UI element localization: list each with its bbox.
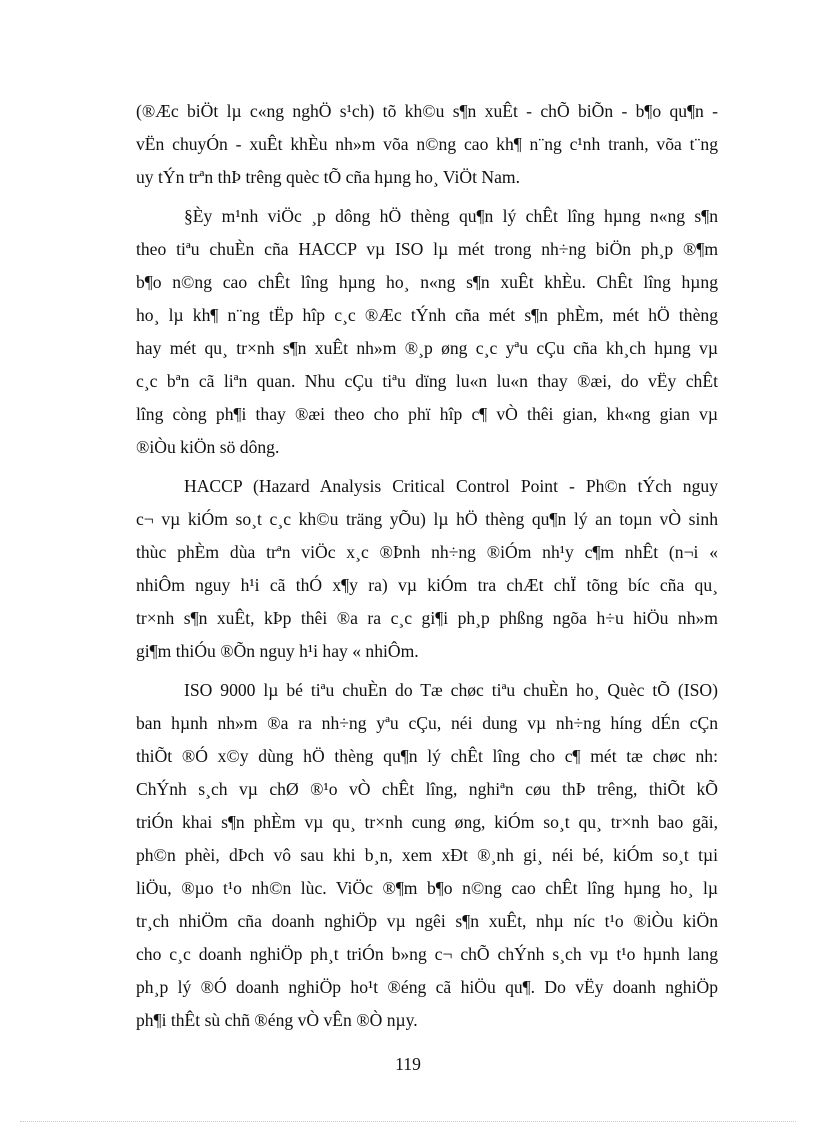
paragraph-4 [136, 674, 718, 1037]
text-line: c¬ vµ kiÓm so¸t c¸c kh©u träng yÕu) lµ hÖ thèng qu¶n lý an toµn vÒ sinh [136, 509, 718, 529]
text-line: liÖu, ®µo t¹o nh©n lùc. ViÖc ®¶m b¶o n©ng cao chÊt lîng hµng ho¸ lµ [136, 878, 718, 898]
paragraph-1 [136, 95, 718, 194]
body-text [136, 95, 718, 1043]
text-line: ban hµnh nh»m ®a ra nh÷ng yªu cÇu, néi dung vµ nh÷ng híng dÉn cÇn [136, 713, 718, 733]
text-line: ChÝnh s¸ch vµ chØ ®¹o vÒ chÊt lîng, nghiªn cøu thÞ trêng, thiÕt kÕ [136, 779, 718, 799]
text-line: ph©n phèi, dÞch vô sau khi b¸n, xem xÐt ®¸nh gi¸ néi bé, kiÓm so¸t tµi [136, 845, 718, 865]
text-line: cho c¸c doanh nghiÖp ph¸t triÓn b»ng c¬ chÕ chÝnh s¸ch vµ t¹o hµnh lang [136, 944, 718, 964]
text-line: tr×nh s¶n xuÊt, kÞp thêi ®a ra c¸c gi¶i ph¸p phßng ngõa h÷u hiÖu nh»m [136, 608, 718, 628]
text-line: §Èy m¹nh viÖc ¸p dông hÖ thèng qu¶n lý chÊt lîng hµng n«ng s¶n [184, 206, 718, 226]
text-line: uy tÝn trªn thÞ trêng quèc tÕ cña hµng ho¸ ViÖt Nam. [136, 167, 520, 187]
text-line: HACCP (Hazard Analysis Critical Control Point - Ph©n tÝch nguy [184, 476, 718, 496]
text-line: ISO 9000 lµ bé tiªu chuÈn do Tæ chøc tiªu chuÈn ho¸ Quèc tÕ (ISO) [184, 680, 718, 700]
text-line: gi¶m thiÓu ®Õn nguy h¹i hay « nhiÔm. [136, 641, 419, 661]
text-line: triÓn khai s¶n phÈm vµ qu¸ tr×nh cung øng, kiÓm so¸t qu¸ tr×nh bao gãi, [136, 812, 718, 832]
text-line: ph¸p lý ®Ó doanh nghiÖp ho¹t ®éng cã hiÖu qu¶. Do vËy doanh nghiÖp [136, 977, 718, 997]
text-line: tr¸ch nhiÖm cña doanh nghiÖp vµ ngêi s¶n xuÊt, nhµ níc t¹o ®iÒu kiÖn [136, 911, 718, 931]
text-line: hay mét qu¸ tr×nh s¶n xuÊt nh»m ®¸p øng c¸c yªu cÇu cña kh¸ch hµng vµ [136, 338, 718, 358]
text-line: c¸c bªn cã liªn quan. Nhu cÇu tiªu dïng lu«n lu«n thay ®æi, do vËy chÊt [136, 371, 718, 391]
text-line: nhiÔm nguy h¹i cã thÓ x¶y ra) vµ kiÓm tra chÆt chÏ tõng bíc cña qu¸ [136, 575, 718, 595]
text-line: ho¸ lµ kh¶ n¨ng tËp hîp c¸c ®Æc tÝnh cña mét s¶n phÈm, mét hÖ thèng [136, 305, 718, 325]
text-line: b¶o n©ng cao chÊt lîng hµng ho¸ n«ng s¶n xuÊt khÈu. ChÊt lîng hµng [136, 272, 718, 292]
text-line: vËn chuyÓn - xuÊt khÈu nh»m võa n©ng cao kh¶ n¨ng c¹nh tranh, võa t¨ng [136, 134, 718, 154]
text-line: ®iÒu kiÖn sö dông. [136, 437, 280, 457]
page-edge-divider [20, 1121, 796, 1122]
text-line: (®Æc biÖt lµ c«ng nghÖ s¹ch) tõ kh©u s¶n xuÊt - chÕ biÕn - b¶o qu¶n - [136, 101, 718, 121]
text-line: thiÕt ®Ó x©y dùng hÖ thèng qu¶n lý chÊt lîng cho c¶ mét tæ chøc nh: [136, 746, 718, 766]
paragraph-3 [136, 470, 718, 668]
text-line: ph¶i thÊt sù chñ ®éng vÒ vÊn ®Ò nµy. [136, 1010, 418, 1030]
paragraph-2 [136, 200, 718, 464]
text-line: lîng còng ph¶i thay ®æi theo cho phï hîp c¶ vÒ thêi gian, kh«ng gian vµ [136, 404, 718, 424]
text-line: theo tiªu chuÈn cña HACCP vµ ISO lµ mét trong nh÷ng biÖn ph¸p ®¶m [136, 239, 718, 259]
page-number: 119 [395, 1054, 421, 1074]
text-line: thùc phÈm dùa trªn viÖc x¸c ®Þnh nh÷ng ®iÓm nh¹y c¶m nhÊt (n¬i « [136, 542, 718, 562]
